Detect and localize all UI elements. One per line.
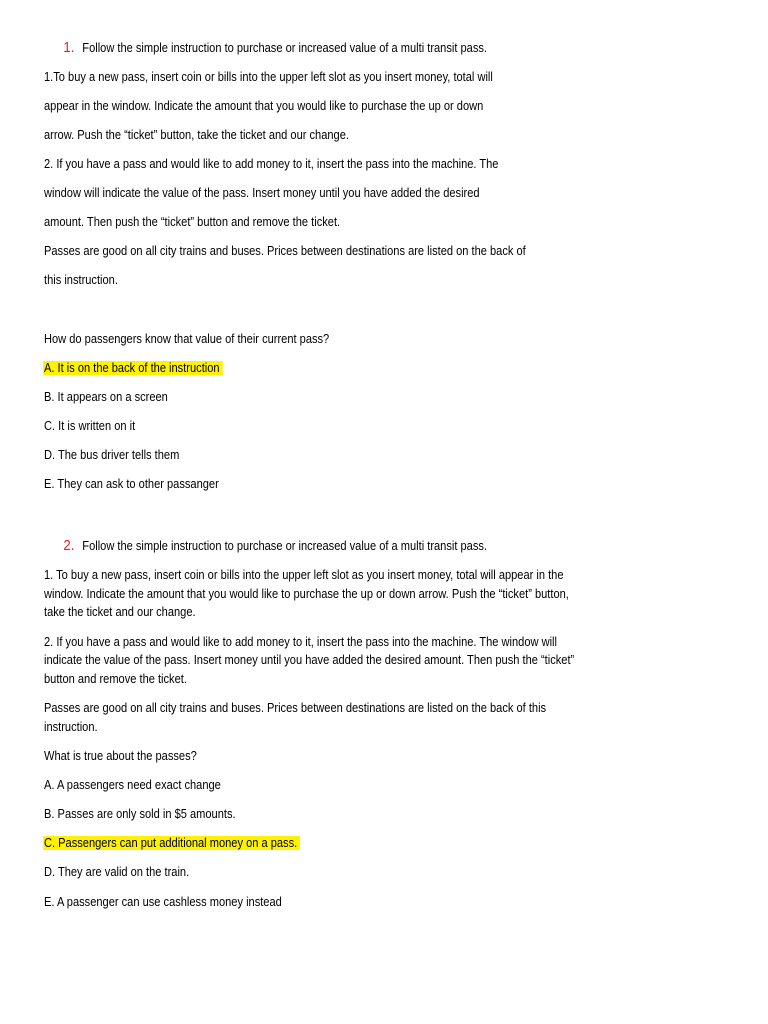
instruction-line: indicate the value of the pass. Insert money until you have added the desired amount. Then push the “ticket” [44, 653, 575, 667]
question-number: 1. [63, 39, 75, 56]
highlighted-answer: A. It is on the back of the instruction [43, 361, 222, 375]
instruction-line: 2. If you have a pass and would like to add money to it, insert the pass into the machine. The [44, 157, 499, 171]
question-text: How do passengers know that value of their current pass? [44, 332, 330, 346]
answer-option-c: C. It is written on it [44, 419, 136, 433]
answer-option-d: D. The bus driver tells them [44, 448, 180, 462]
instruction-line: take the ticket and our change. [44, 605, 196, 619]
answer-option-d: D. They are valid on the train. [44, 865, 190, 879]
question-number: 2. [63, 537, 75, 554]
question-2-header-line [44, 537, 487, 556]
instruction-line: appear in the window. Indicate the amount that you would like to purchase the up or down [44, 99, 484, 113]
answer-option-b: B. Passes are only sold in $5 amounts. [44, 807, 236, 821]
answer-option-c [44, 834, 300, 853]
instruction-line: 2. If you have a pass and would like to add money to it, insert the pass into the machine. The window will [44, 635, 557, 649]
question-1-header-line [44, 39, 487, 57]
instruction-line: instruction. [44, 720, 98, 734]
instruction-line: button and remove the ticket. [44, 672, 187, 686]
instruction-line: 1.To buy a new pass, insert coin or bills into the upper left slot as you insert money, total will [44, 70, 493, 84]
instruction-line: amount. Then push the “ticket” button and remove the ticket. [44, 215, 341, 229]
instruction-line: 1. To buy a new pass, insert coin or bills into the upper left slot as you insert money, total will appear in the [44, 568, 564, 582]
instruction-line: window will indicate the value of the pass. Insert money until you have added the desired [44, 186, 480, 200]
instruction-header: Follow the simple instruction to purchase or increased value of a multi transit pass. [82, 41, 487, 55]
answer-option-a [44, 359, 222, 377]
instruction-line: arrow. Push the “ticket” button, take the ticket and our change. [44, 128, 349, 142]
instruction-line: Passes are good on all city trains and buses. Prices between destinations are listed on the back of this [44, 701, 547, 715]
instruction-line: window. Indicate the amount that you would like to purchase the up or down arrow. Push the “ticket” button, [44, 587, 569, 601]
instruction-header: Follow the simple instruction to purchase or increased value of a multi transit pass. [82, 539, 487, 553]
highlighted-answer: C. Passengers can put additional money on a pass. [43, 836, 300, 850]
instruction-line: Passes are good on all city trains and buses. Prices between destinations are listed on the back of [44, 244, 526, 258]
answer-option-e: E. A passenger can use cashless money instead [44, 895, 282, 909]
answer-option-a: A. A passengers need exact change [44, 778, 221, 792]
instruction-line: this instruction. [44, 273, 118, 287]
question-text: What is true about the passes? [44, 749, 197, 763]
answer-option-b: B. It appears on a screen [44, 390, 168, 404]
answer-option-e: E. They can ask to other passanger [44, 477, 219, 491]
